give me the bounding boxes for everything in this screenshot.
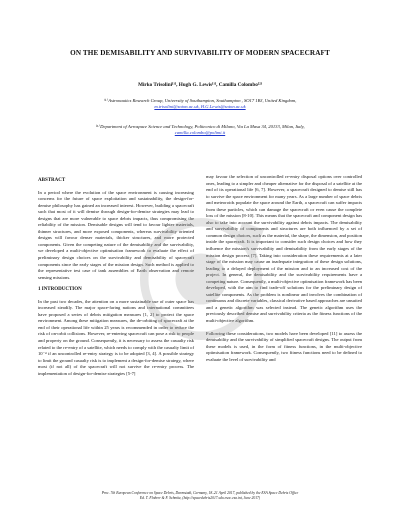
right-column-paragraph-1: may favour the selection of uncontrolled re-entry disposal options over controlled ones, leading to a simpler and cheaper alternative for the disposal of a satellite at the end of its operational life [6, 7]. However, a spacecraft designed to demise still has to survive the space environment for many years. As a large number of space debris and meteoroids populate the space around the Earth, a spacecraft can suffer impacts from these particles, which can damage the spacecraft or even cause the complete loss of the mission [8-10]. This means that the spacecraft and component design has also to take into account the survivability against debris impacts. The demisability and survivability of components and structures are both influenced by a set of common design choices, such as the material, the shape, the dimension, and position inside the spacecraft. It is important to consider such design choices and how they influence the mission's survivability and demisability from the early stages of the mission design process [7]. Taking into consideration these requirements at a later stage of the mission may cause an inadequate integration of these design solutions, leading to a delayed deployment of the mission and to an increased cost of the project. In general, the demisability and the survivability requirements have a competing nature. Consequently, a multi-objective optimisation framework has been developed, with the aim to find trade-off solutions for the preliminary design of satellite components. As the problem is nonlinear and involves the combination of continuous and discrete variables, classical derivative based approaches are unsuited and a genetic algorithm was selected instead. The genetic algorithm uses the previously described demise and survivability criteria as the fitness functions of the multi-objective algorithm. (206, 174, 362, 324)
affiliation-1 (38, 98, 362, 110)
author-list: Mirko Trisolini⁽¹⁾, Hugh G. Lewis⁽¹⁾, Camilla Colombo⁽²⁾ (138, 82, 262, 88)
affiliation-1-text: ⁽¹⁾ Astronautics Research Group, University of Southampton, Southampton , SO17 1BJ, United Kingdom, (103, 98, 297, 103)
right-column (206, 174, 362, 363)
left-column (38, 178, 194, 377)
footer-line-1: Proc. 7th European Conference on Space Debris, Darmstadt, Germany, 18–21 April 2017, published by the ESA Space Debris Office (101, 491, 299, 495)
right-column-paragraph-2: Following these considerations, two models have been developed [11] to assess the demisability and the survivability of simplified spacecraft designs. The output from these models is used, in the form of fitness functions, in the multi-objective optimisation framework. Consequently, two fitness functions need to be defined to evaluate the level of survivability and (206, 330, 362, 362)
abstract-text: In a period where the evolution of the space environment is causing increasing concerns for the future of space exploitation and sustainability, the design-for-demise philosophy has gained an increased interest. However, building a spacecraft such that most of it will demise through design-for-demise strategies may lead to designs that are more vulnerable to space debris impacts, thus compromising the reliability of the mission. Demisable designs will tend to favour lighter materials, thinner structures, and more exposed components, whereas survivability oriented designs will favour denser materials, thicker structures, and more protected components. Given the competing nature of the demisability and the survivability, we developed a multi-objective optimisation framework to evaluate the effect of preliminary design choices on the survivability and demisability of spacecraft components since the early stages of the mission design. Such method is applied to the representative test case of tank assemblies of Earth observation and remote sensing missions. (38, 189, 194, 280)
abstract-heading: ABSTRACT (38, 178, 66, 183)
introduction-text: In the past two decades, the attention on a more sustainable use of outer space has increased steadily. The major space-faring nations and international committees have proposed a series of debris mitigation measures [1, 2] to protect the space environment. Among these mitigation measures, the de-orbiting of spacecraft at the end of their operational life within 25 years is recommended in order to reduce the risk of on-orbit collisions. However, re-entering spacecraft can pose a risk to people and property on the ground. Consequently, it is necessary to assess the casualty risk related to the re-entry of a satellite, which needs to comply with the casualty limit of 10⁻⁴ if an uncontrolled re-entry strategy is to be adopted [3, 4]. A possible strategy to limit the ground casualty risk is to implement a design-for-demise strategy, where most (if not all) of the spacecraft will not survive the re-entry process. The implementation of design-for-demise strategies [5-7] (38, 298, 194, 376)
paper-title: ON THE DEMISABILITY AND SURVIVABILITY OF MODERN SPACECRAFT (70, 49, 330, 57)
affiliation-2-emails[interactable]: camilla.colombo@polimi.it (174, 130, 226, 136)
affiliation-2-text: ⁽²⁾ Department of Aerospace Science and Technology, Politecnico di Milano, Via La Masa 34, 20133, Milan, Italy, (95, 124, 305, 129)
proceedings-footer (40, 491, 360, 501)
affiliation-1-emails[interactable]: m.trisolini@soton.ac.uk, H.G.Lewis@soton.ac.uk (154, 104, 246, 110)
footer-line-2: Ed. T. Flohrer & F. Schmitz, (http://spacedebris2017.sdo.esoc.esa.int, June 2017) (139, 496, 261, 500)
affiliation-2 (38, 124, 362, 136)
introduction-heading: 1 INTRODUCTION (38, 287, 82, 293)
